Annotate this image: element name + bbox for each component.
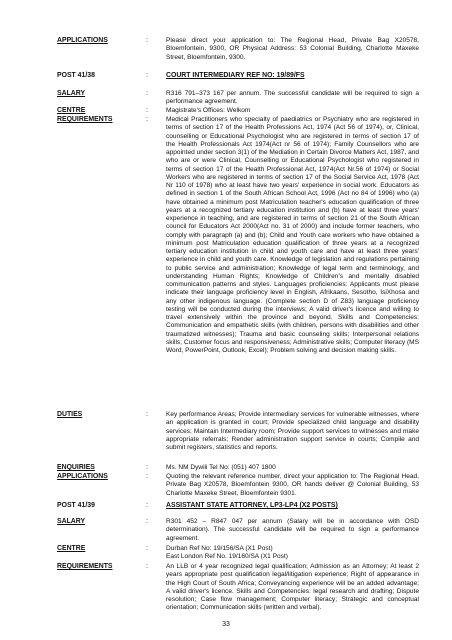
post-title: COURT INTERMEDIARY REF NO: 19/89/FS [166, 72, 305, 79]
salary-text: R301 452 – R847 047 per annum (Salary will be in accordance with OSD determination). The successful candidate will be required to sign a performance agreement. [166, 518, 419, 542]
colon: : [146, 518, 148, 525]
colon: : [146, 116, 148, 123]
colon: : [146, 464, 148, 471]
colon: : [146, 502, 148, 509]
applications-label: APPLICATIONS [57, 473, 108, 480]
centre-label: CENTRE [57, 107, 86, 114]
post-number-label: POST 41/39 [57, 502, 95, 509]
post-title: ASSISTANT STATE ATTORNEY, LP3-LP4 (X2 POSTS) [166, 502, 338, 509]
enquiries-text: Ms. NM Dywili Tel No: (051) 407 1800 [166, 464, 276, 471]
colon: : [146, 411, 148, 418]
requirements-text: An LLB or 4 year recognized legal qualification; Admission as an Attorney; At least 2 years appropriate post qualification legal/litigation experience; Right of appearance in the High Court of South Africa; Conveyancing experience will be an added advantage; A valid driver's licence. Skills and Competencies: legal research and drafting; Dispute resolution; Case flow management; Computer literacy; Strategic and conceptual orientation; Communication skills (written and verbal). [166, 563, 419, 612]
colon: : [146, 107, 148, 114]
requirements-label: REQUIREMENTS [57, 563, 113, 570]
salary-text: R316 791–373 167 per annum. The successful candidate will be required to sign a performance agreement. [166, 90, 419, 106]
colon: : [146, 473, 148, 480]
applications-text: Please direct your application to: The Regional Head, Private Bag X20578, Bloemfontein, 9300, OR Physical Address: 53 Colonial Building, Charlotte Maxeke Street, Bloemfontein, 9300. [166, 37, 419, 61]
requirements-text: Medical Practitioners who specialty of paediatrics or Psychiatry who are registered in terms of section 17 of the Health Professions Act, 1974 (Act 56 of 1974), or, Clinical, counselling or Educational Psychologist who are registered in terms of section 17 of the Health Professionals Act 1974(Act nr 56 of 1974); Family Counsellors who are appointed under section 3(1) of the Mediation in Certain Divorce Matters Act, 1987, and who are or were Clinical, Counselling or Educational Psychologist who registered in terms of section 17 of the Health Professional Act, 1974(Act Nr.56 of 1974) or Social Workers who are registered in terms of section 17 of the Social Service Act, 1978 (Act Nr 110 of 1978) who at least have two years' experience in social work. Educators as defined in section 1 of the South African School Act, 1996 (Act no 84 of 1996) who (a) have obtained a minimum post Matriculation teacher's education qualification of three years at a recognized tertiary education institution and (b) have at least three years' experience in teaching, and are registered in terms of section 21 of the South African council for Educators Act 2000(Act no. 31 of 2000) and include former teachers, who comply with paragraph (a) and (b); Child and Youth care workers who have obtained a minimum post Matriculation education qualification of three years at a recognized tertiary education institution in child and youth care and have at least three years' experience in child and youth care. Knowledge of legislation and regulations pertaining to public service and administration; Knowledge of legal term and terminology, and understanding Human Rights; Knowledge of Children's and mentally disabled communication patterns and styles. Languages proficiencies: Applicants must please indicate their language proficiency level in English, Afrikaans, Sesotho, IsiXhosa and any other indigenous language. (Complete section D of Z83) language proficiency testing will be conducted during the interviews; A valid driver's licence and willing to travel extensively within the province and beyond. Skills and Competencies: Communication and empathetic skills (with children, persons with disabilities and other traumatized witnesses); Trauma and basic counseling skills; Interpersonal relations skills; Customer focus and responsiveness; Administrative skills; Computer literacy (MS Word, PowerPoint, Outlook, Excel); Problem solving and decision making skills. [166, 116, 419, 354]
colon: : [146, 563, 148, 570]
page-number: 33 [222, 621, 230, 628]
applications-text: Quoting the relevant reference number, direct your application to: The Regional Head, Private Bag X20578, Bloemfontein 9300, OR hands deliver @ Colonial Building, 53 Charlotte Maxeke Street, Bloemfontein 9301. [166, 473, 419, 497]
post-number-label: POST 41/38 [57, 72, 95, 79]
centre-text: Magistrate's Offices: Welkom [166, 107, 251, 114]
colon: : [146, 545, 148, 552]
duties-text: Key performance Areas; Provide intermediary services for vulnerable witnesses, where an application is granted in court; Provide specialized child language and disability services; Maintain Intermediary room; Provide support services to witnesses and make appropriate referrals; Render administration support service in courts; Compile and submit registers, statistics and reports. [166, 411, 419, 451]
centre-text: Durban Ref No: 19/156/SA (X1 Post) East London Ref No. 19/160/SA (X1 Post) [166, 545, 288, 561]
requirements-label: REQUIREMENTS [57, 116, 113, 123]
applications-label: APPLICATIONS [57, 37, 108, 44]
colon: : [146, 72, 148, 79]
salary-label: SALARY [57, 518, 86, 525]
salary-label: SALARY [57, 90, 86, 97]
centre-label: CENTRE [57, 545, 86, 552]
duties-label: DUTIES [57, 411, 83, 418]
colon: : [146, 90, 148, 97]
colon: : [146, 37, 148, 44]
enquiries-label: ENQUIRIES [57, 464, 95, 471]
